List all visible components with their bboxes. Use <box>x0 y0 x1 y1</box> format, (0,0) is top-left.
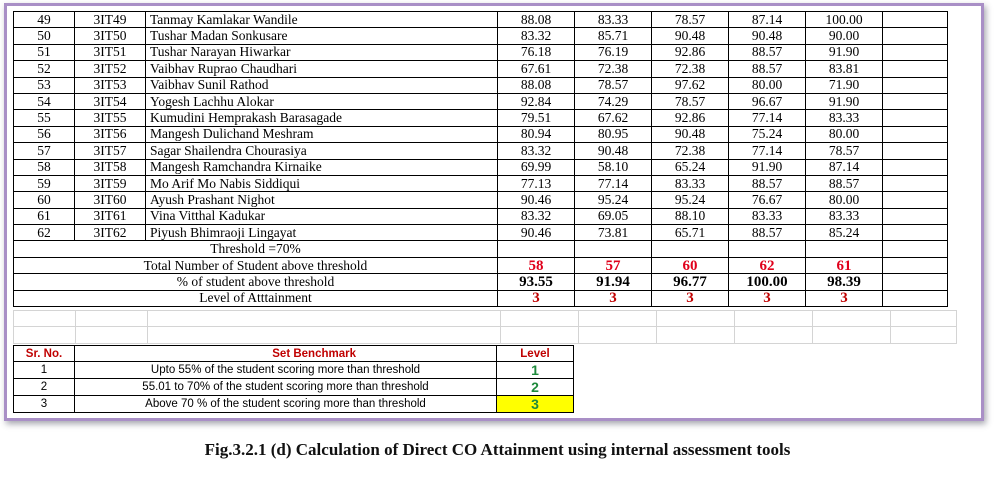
level-row <box>14 290 948 306</box>
percent-label: % of student above threshold <box>14 274 498 290</box>
score-cell: 91.90 <box>729 159 806 175</box>
roll-number: 3IT50 <box>75 28 146 44</box>
score-cell: 83.33 <box>575 12 652 28</box>
score-cell: 87.14 <box>729 12 806 28</box>
score-cell: 100.00 <box>806 12 883 28</box>
student-row <box>14 192 948 208</box>
score-cell: 74.29 <box>575 93 652 109</box>
level-value: 3 <box>806 290 883 306</box>
benchmark-text: Above 70 % of the student scoring more than threshold <box>75 396 497 413</box>
empty-grid-rows <box>13 310 957 344</box>
student-name: Sagar Shailendra Chourasiya <box>146 143 498 159</box>
percent-row <box>14 274 948 290</box>
score-cell: 83.33 <box>729 208 806 224</box>
serial-number: 57 <box>14 143 75 159</box>
percent-value: 96.77 <box>652 274 729 290</box>
serial-number: 54 <box>14 93 75 109</box>
score-cell: 83.33 <box>652 175 729 191</box>
score-cell: 75.24 <box>729 126 806 142</box>
benchmark-row <box>14 379 574 396</box>
score-cell: 83.33 <box>806 110 883 126</box>
score-cell: 88.08 <box>498 12 575 28</box>
score-cell: 95.24 <box>575 192 652 208</box>
above-threshold-label: Total Number of Student above threshold <box>14 257 498 273</box>
percent-value: 98.39 <box>806 274 883 290</box>
score-cell: 78.57 <box>806 143 883 159</box>
roll-number: 3IT52 <box>75 61 146 77</box>
level-value: 3 <box>498 290 575 306</box>
student-row <box>14 159 948 175</box>
score-cell: 85.24 <box>806 225 883 241</box>
score-cell: 83.32 <box>498 143 575 159</box>
student-name: Mangesh Dulichand Meshram <box>146 126 498 142</box>
roll-number: 3IT56 <box>75 126 146 142</box>
above-threshold-value: 61 <box>806 257 883 273</box>
score-cell: 77.14 <box>729 143 806 159</box>
score-cell: 88.57 <box>729 175 806 191</box>
roll-number: 3IT58 <box>75 159 146 175</box>
level-value: 3 <box>729 290 806 306</box>
benchmark-sr: 3 <box>14 396 75 413</box>
score-cell: 88.10 <box>652 208 729 224</box>
score-cell: 78.57 <box>575 77 652 93</box>
student-name: Vaibhav Ruprao Chaudhari <box>146 61 498 77</box>
benchmark-row <box>14 396 574 413</box>
benchmark-text-header: Set Benchmark <box>145 346 356 362</box>
above-threshold-value: 62 <box>729 257 806 273</box>
score-cell: 65.24 <box>652 159 729 175</box>
score-cell: 83.32 <box>498 28 575 44</box>
level-label: Level of Atttainment <box>14 290 498 306</box>
roll-number: 3IT62 <box>75 225 146 241</box>
score-cell: 80.00 <box>806 192 883 208</box>
score-cell: 79.51 <box>498 110 575 126</box>
above-threshold-row <box>14 257 948 273</box>
student-row <box>14 12 948 28</box>
score-cell: 83.81 <box>806 61 883 77</box>
score-cell: 90.48 <box>575 143 652 159</box>
percent-value: 100.00 <box>729 274 806 290</box>
threshold-label: Threshold =70% <box>14 241 498 257</box>
student-name: Mo Arif Mo Nabis Siddiqui <box>146 175 498 191</box>
serial-number: 52 <box>14 61 75 77</box>
score-cell: 80.94 <box>498 126 575 142</box>
benchmark-level: 3 <box>497 396 574 413</box>
score-cell: 72.38 <box>575 61 652 77</box>
serial-number: 58 <box>14 159 75 175</box>
serial-number: 55 <box>14 110 75 126</box>
score-cell: 88.57 <box>729 44 806 60</box>
student-name: Vaibhav Sunil Rathod <box>146 77 498 93</box>
score-cell: 88.57 <box>806 175 883 191</box>
roll-number: 3IT55 <box>75 110 146 126</box>
summary-rows <box>14 241 948 307</box>
student-name: Yogesh Lachhu Alokar <box>146 93 498 109</box>
benchmark-level: 1 <box>497 362 574 379</box>
student-row <box>14 143 948 159</box>
score-cell: 90.46 <box>498 192 575 208</box>
score-cell: 67.61 <box>498 61 575 77</box>
score-cell: 90.48 <box>652 126 729 142</box>
score-cell: 92.86 <box>652 110 729 126</box>
benchmark-level: 2 <box>497 379 574 396</box>
score-cell: 83.33 <box>806 208 883 224</box>
score-cell: 96.67 <box>729 93 806 109</box>
score-cell: 88.08 <box>498 77 575 93</box>
roll-number: 3IT54 <box>75 93 146 109</box>
score-cell: 85.71 <box>575 28 652 44</box>
score-cell: 95.24 <box>652 192 729 208</box>
above-threshold-value: 58 <box>498 257 575 273</box>
serial-number: 61 <box>14 208 75 224</box>
score-cell: 76.67 <box>729 192 806 208</box>
figure-caption: Fig.3.2.1 (d) Calculation of Direct CO Attainment using internal assessment tools <box>204 440 791 459</box>
serial-number: 56 <box>14 126 75 142</box>
score-cell: 65.71 <box>652 225 729 241</box>
serial-number: 60 <box>14 192 75 208</box>
score-cell: 90.48 <box>729 28 806 44</box>
student-rows <box>14 12 948 241</box>
benchmark-rows <box>14 362 574 413</box>
score-cell: 88.57 <box>729 225 806 241</box>
serial-number: 50 <box>14 28 75 44</box>
roll-number: 3IT60 <box>75 192 146 208</box>
score-cell: 71.90 <box>806 77 883 93</box>
score-cell: 80.00 <box>729 77 806 93</box>
score-cell: 77.13 <box>498 175 575 191</box>
student-row <box>14 126 948 142</box>
score-cell: 91.90 <box>806 44 883 60</box>
benchmark-sr: 1 <box>14 362 75 379</box>
student-row <box>14 208 948 224</box>
student-name: Vina Vitthal Kadukar <box>146 208 498 224</box>
score-cell: 77.14 <box>729 110 806 126</box>
roll-number: 3IT53 <box>75 77 146 93</box>
roll-number: 3IT61 <box>75 208 146 224</box>
serial-number: 53 <box>14 77 75 93</box>
score-cell: 67.62 <box>575 110 652 126</box>
score-cell: 92.84 <box>498 93 575 109</box>
student-name: Tushar Madan Sonkusare <box>146 28 498 44</box>
score-cell: 92.86 <box>652 44 729 60</box>
score-cell: 87.14 <box>806 159 883 175</box>
score-cell: 83.32 <box>498 208 575 224</box>
score-cell: 76.18 <box>498 44 575 60</box>
serial-number: 49 <box>14 12 75 28</box>
level-value: 3 <box>652 290 729 306</box>
serial-number: 51 <box>14 44 75 60</box>
student-row <box>14 61 948 77</box>
student-name: Mangesh Ramchandra Kirnaike <box>146 159 498 175</box>
threshold-row <box>14 241 948 257</box>
student-name: Tushar Narayan Hiwarkar <box>146 44 498 60</box>
student-row <box>14 225 948 241</box>
score-cell: 72.38 <box>652 61 729 77</box>
benchmark-sr: 2 <box>14 379 75 396</box>
student-row <box>14 77 948 93</box>
score-cell: 80.00 <box>806 126 883 142</box>
student-name: Kumudini Hemprakash Barasagade <box>146 110 498 126</box>
serial-number: 62 <box>14 225 75 241</box>
score-cell: 90.00 <box>806 28 883 44</box>
score-cell: 69.05 <box>575 208 652 224</box>
score-cell: 77.14 <box>575 175 652 191</box>
above-threshold-value: 57 <box>575 257 652 273</box>
percent-value: 93.55 <box>498 274 575 290</box>
roll-number: 3IT49 <box>75 12 146 28</box>
student-row <box>14 93 948 109</box>
roll-number: 3IT51 <box>75 44 146 60</box>
score-cell: 76.19 <box>575 44 652 60</box>
benchmark-row <box>14 362 574 379</box>
score-cell: 72.38 <box>652 143 729 159</box>
student-name: Tanmay Kamlakar Wandile <box>146 12 498 28</box>
benchmark-table <box>13 345 574 413</box>
score-cell: 78.57 <box>652 12 729 28</box>
roll-number: 3IT57 <box>75 143 146 159</box>
student-name: Piyush Bhimraoji Lingayat <box>146 225 498 241</box>
student-row <box>14 110 948 126</box>
score-cell: 58.10 <box>575 159 652 175</box>
student-name: Ayush Prashant Nighot <box>146 192 498 208</box>
student-row <box>14 28 948 44</box>
score-cell: 91.90 <box>806 93 883 109</box>
score-cell: 73.81 <box>575 225 652 241</box>
score-cell: 90.48 <box>652 28 729 44</box>
benchmark-text: 55.01 to 70% of the student scoring more than threshold <box>75 379 497 396</box>
above-threshold-value: 60 <box>652 257 729 273</box>
benchmark-text: Upto 55% of the student scoring more than threshold <box>75 362 497 379</box>
serial-number: 59 <box>14 175 75 191</box>
score-cell: 88.57 <box>729 61 806 77</box>
score-cell: 97.62 <box>652 77 729 93</box>
percent-value: 91.94 <box>575 274 652 290</box>
score-cell: 80.95 <box>575 126 652 142</box>
benchmark-sr-header: Sr. No. <box>14 346 75 362</box>
roll-number: 3IT59 <box>75 175 146 191</box>
benchmark-header-row <box>14 346 574 362</box>
student-row <box>14 175 948 191</box>
benchmark-level-header: Level <box>497 346 574 362</box>
score-cell: 78.57 <box>652 93 729 109</box>
level-value: 3 <box>575 290 652 306</box>
score-cell: 90.46 <box>498 225 575 241</box>
attainment-table <box>13 11 948 307</box>
spreadsheet-frame <box>4 3 984 421</box>
score-cell: 69.99 <box>498 159 575 175</box>
student-row <box>14 44 948 60</box>
